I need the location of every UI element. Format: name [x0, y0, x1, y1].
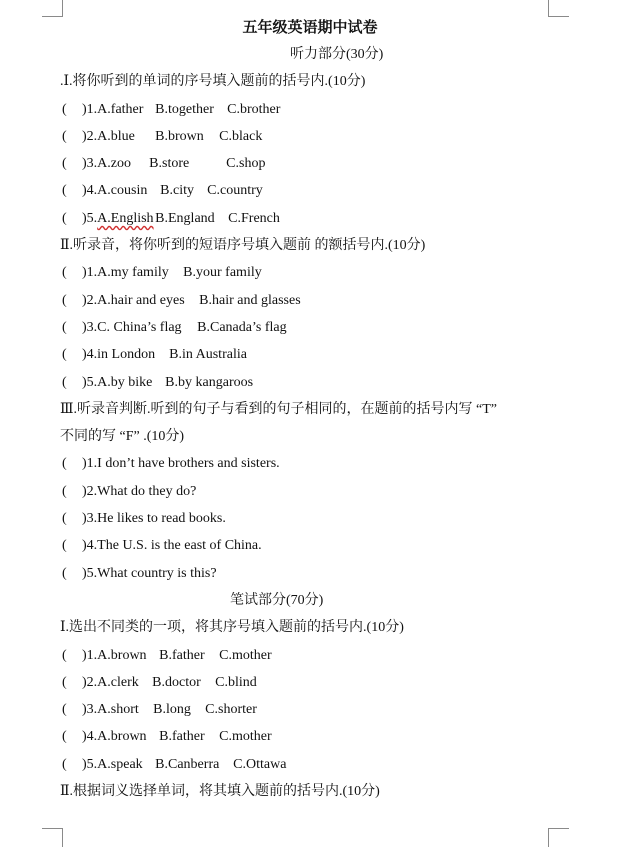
option-c: C.mother [219, 729, 272, 744]
option-b: B.store [149, 156, 190, 171]
question-number: )5. [82, 566, 98, 581]
s3-question-5 [62, 565, 217, 583]
s1-question-1 [62, 101, 280, 119]
s2-question-3 [62, 319, 287, 337]
question-number: )2. [82, 293, 98, 308]
corner-mark-top-left [42, 0, 63, 17]
s4-question-5 [62, 756, 286, 774]
question-number: )2. [82, 129, 98, 144]
answer-paren[interactable]: ( [62, 538, 67, 553]
s2-question-2 [62, 292, 301, 310]
option-a: A.speak [97, 757, 143, 772]
answer-paren[interactable]: ( [62, 648, 67, 663]
question-number: )5. [82, 375, 98, 390]
s2-question-5 [62, 374, 253, 392]
statement-text: What do they do? [97, 484, 197, 499]
option-b: B.long [153, 702, 191, 717]
question-number: )1. [82, 102, 98, 117]
answer-paren[interactable]: ( [62, 265, 67, 280]
answer-paren[interactable]: ( [62, 320, 67, 335]
answer-paren[interactable]: ( [62, 293, 67, 308]
option-c: C.Ottawa [233, 757, 287, 772]
answer-paren[interactable]: ( [62, 129, 67, 144]
option-a: A.zoo [97, 156, 131, 171]
corner-mark-top-right [548, 0, 569, 17]
question-number: )3. [82, 511, 98, 526]
option-b: B.Canberra [155, 757, 220, 772]
s4-question-3 [62, 701, 257, 719]
option-b: B.Canada’s flag [197, 320, 287, 335]
option-a: A.father [97, 102, 144, 117]
option-a: C. China’s flag [97, 320, 182, 335]
option-a: A.hair and eyes [97, 293, 185, 308]
answer-paren[interactable]: ( [62, 566, 67, 581]
s1-question-4 [62, 182, 263, 200]
option-c: C.blind [215, 675, 257, 690]
section-2-instruction: Ⅱ.听录音，将你听到的短语序号填入题前 的额括号内.(10分) [60, 238, 426, 253]
answer-paren[interactable]: ( [62, 675, 67, 690]
section-3-instruction: Ⅲ.听录音判断.听到的句子与看到的句子相同的，在题前的括号内写 “T” [60, 402, 497, 417]
answer-paren[interactable]: ( [62, 456, 67, 471]
option-a: A.brown [97, 648, 147, 663]
s3-question-4 [62, 537, 262, 555]
answer-paren[interactable]: ( [62, 729, 67, 744]
question-number: )4. [82, 538, 98, 553]
s4-question-1 [62, 647, 272, 665]
option-a: A.by bike [97, 375, 153, 390]
option-a: A.clerk [97, 675, 139, 690]
answer-paren[interactable]: ( [62, 702, 67, 717]
question-number: )5. [82, 757, 98, 772]
s3-question-1 [62, 455, 280, 473]
statement-text: I don’t have brothers and sisters. [97, 456, 280, 471]
corner-mark-bottom-left [42, 828, 63, 847]
option-a: A.short [97, 702, 139, 717]
question-number: )2. [82, 675, 98, 690]
option-b: B.doctor [152, 675, 201, 690]
answer-paren[interactable]: ( [62, 484, 67, 499]
s2-question-1 [62, 264, 262, 282]
option-c: C.black [219, 129, 263, 144]
question-number: )3. [82, 320, 98, 335]
option-a: A.brown [97, 729, 147, 744]
s1-question-2 [62, 128, 262, 146]
option-c: C.brother [227, 102, 281, 117]
option-c: C.mother [219, 648, 272, 663]
question-number: )3. [82, 156, 98, 171]
question-number: )5. [82, 211, 98, 226]
section-4-instruction: Ⅰ.选出不同类的一项，将其序号填入题前的括号内.(10分) [60, 620, 404, 635]
option-b: B.England [155, 211, 215, 226]
option-c: C.country [207, 183, 263, 198]
question-number: )1. [82, 648, 98, 663]
option-b: B.brown [155, 129, 204, 144]
question-number: )2. [82, 484, 98, 499]
statement-text: What country is this? [97, 566, 217, 581]
option-a: A.cousin [97, 183, 148, 198]
answer-paren[interactable]: ( [62, 375, 67, 390]
option-c: C.French [228, 211, 280, 226]
option-a: in London [97, 347, 156, 362]
s3-question-2 [62, 483, 196, 501]
question-number: )4. [82, 183, 98, 198]
option-a: A.blue [97, 129, 135, 144]
question-number: )4. [82, 729, 98, 744]
s4-question-4 [62, 728, 272, 746]
question-number: )3. [82, 702, 98, 717]
statement-text: The U.S. is the east of China. [97, 538, 262, 553]
s3-question-3 [62, 510, 226, 528]
option-b: B.together [155, 102, 214, 117]
s4-question-2 [62, 674, 257, 692]
listening-header: 听力部分(30分) [290, 47, 384, 62]
writing-header: 笔试部分(70分) [230, 593, 324, 608]
option-b: B.by kangaroos [165, 375, 254, 390]
answer-paren[interactable]: ( [62, 183, 67, 198]
section-5-instruction: Ⅱ.根据词义选择单词，将其填入题前的括号内.(10分) [60, 784, 380, 799]
answer-paren[interactable]: ( [62, 156, 67, 171]
question-number: )1. [82, 265, 98, 280]
section-3-instruction-line2: 不同的写 “F” .(10分) [60, 429, 185, 444]
option-b: B.father [159, 648, 205, 663]
question-number: )1. [82, 456, 98, 471]
answer-paren[interactable]: ( [62, 211, 67, 226]
answer-paren[interactable]: ( [62, 347, 67, 362]
option-a: A.my family [97, 265, 169, 280]
option-b: B.city [160, 183, 195, 198]
answer-paren[interactable]: ( [62, 102, 67, 117]
option-c: C.shorter [205, 702, 257, 717]
s1-question-3 [62, 155, 265, 173]
statement-text: He likes to read books. [97, 511, 226, 526]
section-1-instruction: .Ⅰ.将你听到的单词的序号填入题前的括号内.(10分) [60, 74, 366, 89]
option-b: B.hair and glasses [199, 293, 301, 308]
option-a: A.English [97, 211, 154, 226]
s1-question-5 [62, 210, 280, 228]
answer-paren[interactable]: ( [62, 757, 67, 772]
page-title: 五年级英语期中试卷 [242, 20, 378, 36]
corner-mark-bottom-right [548, 828, 569, 847]
answer-paren[interactable]: ( [62, 511, 67, 526]
option-b: B.your family [183, 265, 262, 280]
option-b: B.father [159, 729, 205, 744]
s2-question-4 [62, 346, 247, 364]
option-b: B.in Australia [169, 347, 247, 362]
option-c: C.shop [226, 156, 266, 171]
question-number: )4. [82, 347, 98, 362]
